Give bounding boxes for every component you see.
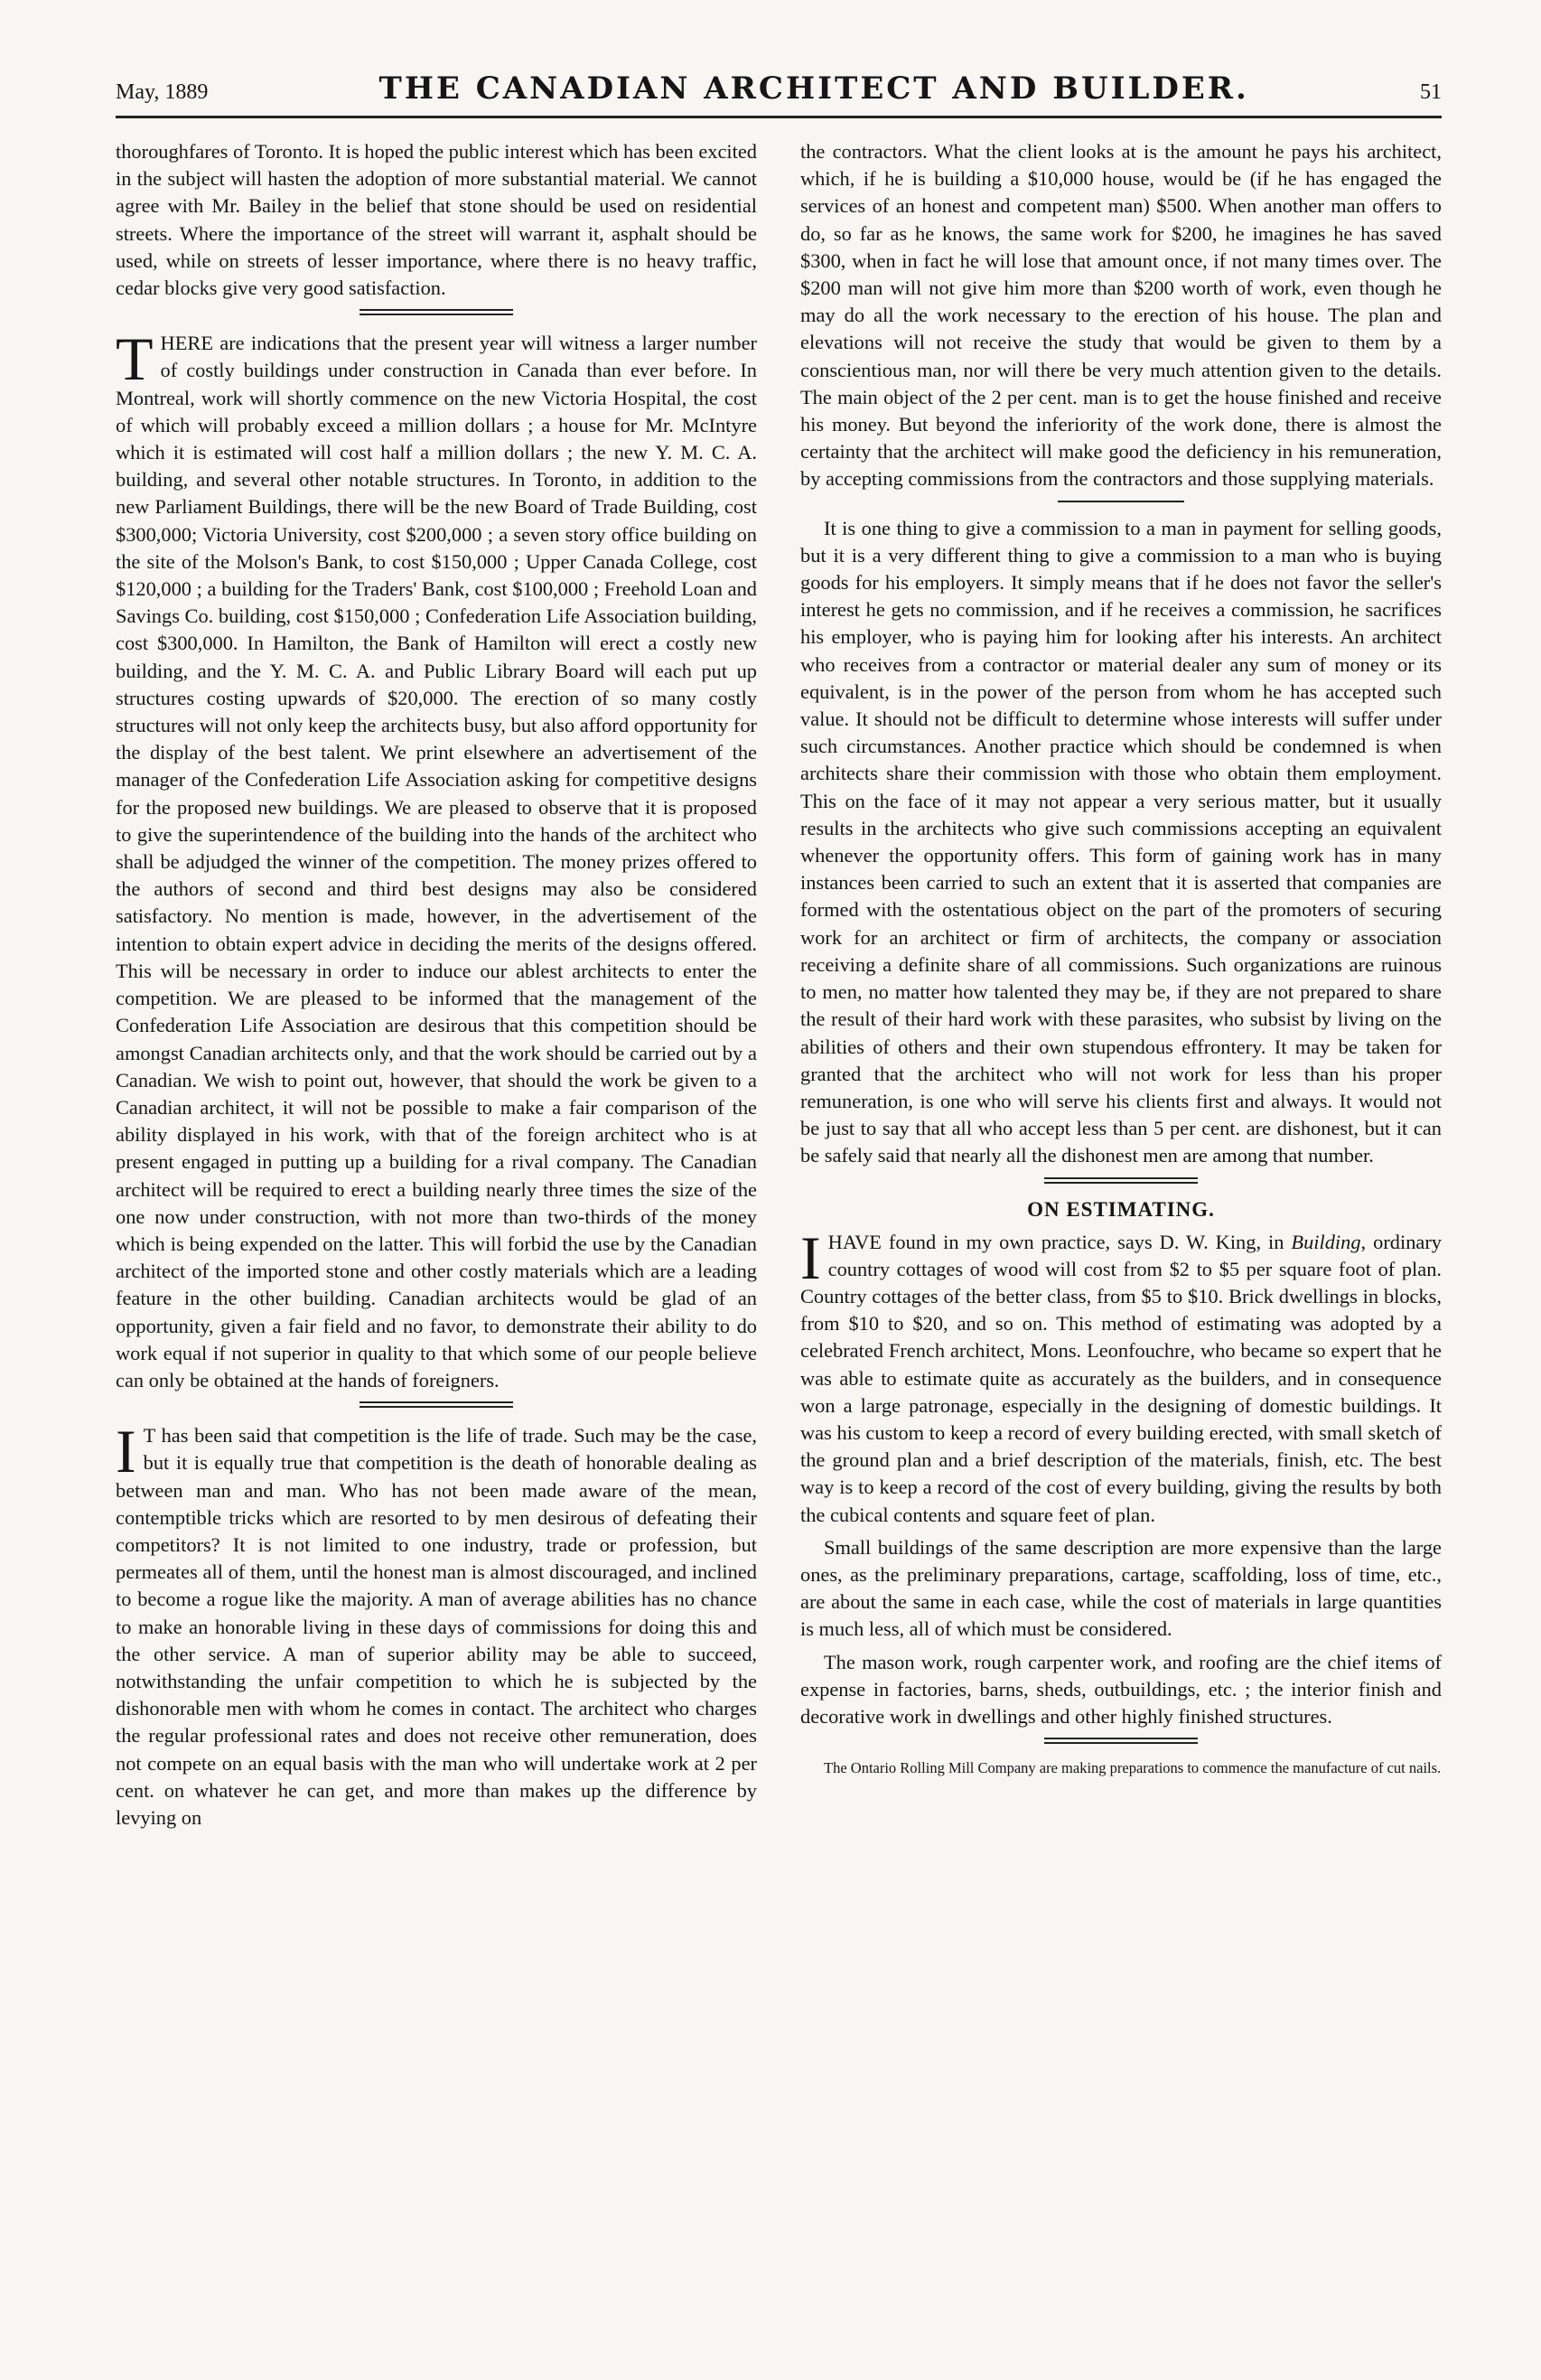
paragraph-small-buildings: Small buildings of the same description are more expensive than the large ones, as the preliminary preparations, cartage, scaffolding, loss of time, etc., are about the same in each case, while the cost of materials in large quantities is much less, all of which must be considered.: [800, 1535, 1442, 1641]
masthead-title: THE CANADIAN ARCHITECT AND BUILDER.: [378, 70, 1249, 107]
page-header: [116, 70, 1442, 112]
paragraph-contractors: the contractors. What the client looks at is the amount he pays his architect, which, if he is building a $10,000 house, would be (if he has engaged the services of an honest and competent man) $500. When another man offers to do, so far as he knows, the same work for $200, he imagines he has saved $300, when in fact he will lose that amount once, if not many times over. The $200 man will not give him more than $200 worth of work, even though he may do all the work necessary to the erection of his house. The plan and elevations will not receive the study that would be given to them by a conscientious man, nor will there be very much attention given to the details. The main object of the 2 per cent. man is to get the house finished and receive his money. But beyond the inferiority of the work done, there is almost the certainty that the architect will make good the deficiency in his remuneration, by accepting commissions from the contractors and those supplying materials.: [800, 140, 1442, 491]
paragraph-text: , ordinary country cottages of wood will cost from $2 to $5 per square foot of plan. Country cottages of the better class, from $5 to $10. Brick dwellings in blocks, from $10 to $20, and so on. This method of estimating was adopted by a celebrated French architect, Mons. Leonfouchre, who became so expert that he was able to estimate quite as accurately as the builders, and in consequence won a large patronage, especially in the designing of domestic buildings. It was his custom to keep a record of every building erected, with small sketch of the ground plan and a brief description of the materials, finish, etc. The best way is to keep a record of the cost of every building, giving the results by both the cubical contents and square feet of plan.: [800, 1230, 1442, 1526]
double-rule-separator: [1044, 1177, 1198, 1184]
news-note: The Ontario Rolling Mill Company are making preparations to commence the manufacture of cut nails.: [824, 1759, 1442, 1777]
section-heading: ON ESTIMATING.: [1027, 1197, 1215, 1221]
paragraph-text: HAVE found in my own practice, says D. W. King, in: [827, 1230, 1292, 1253]
paragraph-street-paving: thoroughfares of Toronto. It is hoped the public interest which has been excited in the subject will hasten the adoption of more substantial material. We cannot agree with Mr. Bailey in the belief that stone should be used on residential streets. Where the importance of the street will warrant it, asphalt should be used, while on streets of lesser importance, where there is no heavy traffic, cedar blocks give very good satisfaction.: [116, 140, 757, 300]
article-columns: [116, 138, 1442, 1837]
double-rule-separator: [1044, 1738, 1198, 1744]
rule-separator: [1058, 501, 1184, 502]
left-column: [116, 138, 757, 1837]
paragraph-estimating: [800, 1223, 1442, 1529]
paragraph-commissions: It is one thing to give a commission to a man in payment for selling goods, but it is a very different thing to give a commission to a man who is buying goods for his employers. It simply means that if he does not favor the seller's interest he gets no commission, and if he receives a commission, he sacrifices his employer, who is paying him for looking after his interests. An architect who receives from a contractor or material dealer any sum of money or its equivalent, is in the power of the person from whom he has accepted such value. It should not be difficult to determine whose interests will suffer under such circumstances. Another practice which should be condemned is when architects share their commission with those who obtain them employment. This on the face of it may not appear a very serious matter, but it usually results in the architects who give such commissions accepting an equivalent whenever the opportunity offers. This form of gaining work has in many instances been carried to such an extent that it is asserted that companies are formed with the ostentatious object on the part of the promoters of securing work for an architect or firm of architects, the company or association receiving a definite share of all commissions. Such organizations are ruinous to men, no matter how talented they may be, if they are not prepared to share the result of their hard work with these parasites, who subsist by living on the abilities of others and their own stupendous effrontery. It may be taken for granted that the architect who will not work for less than his proper remuneration, is one who will serve his clients first and always. It would not be just to say that all who accept less than 5 per cent. are dishonest, but it can be safely said that nearly all the dishonest men are among that number.: [800, 516, 1442, 1167]
drop-cap: I: [800, 1223, 821, 1292]
publication-title: Building: [1291, 1230, 1361, 1253]
double-rule-separator: [360, 309, 513, 315]
paragraph-competition: [116, 1417, 757, 1832]
drop-cap: I: [116, 1417, 136, 1486]
right-column: [800, 138, 1442, 1837]
paragraph-text: HERE are indications that the present year will witness a larger number of costly buildings under construction in Canada than ever before. In Montreal, work will shortly commence on the new Victoria Hospital, the cost of which will probably exceed a million dollars ; a house for Mr. McIntyre which it is estimated will cost half a million dollars ; the new Y. M. C. A. building, and several other notable structures. In Toronto, in addition to the new Parliament Buildings, there will be the new Board of Trade Building, cost $300,000; Victoria University, cost $200,000 ; a seven story office building on the site of the Molson's Bank, to cost $150,000 ; Upper Canada College, cost $120,000 ; a building for the Traders' Bank, cost $100,000 ; Freehold Loan and Savings Co. building, cost $150,000 ; Confederation Life Association building, cost $300,000. In Hamilton, the Bank of Hamilton will erect a costly new building, and the Y. M. C. A. and Public Library Board will each put up structures costing upwards of $20,000. The erection of so many costly structures will not only keep the architects busy, but also afford opportunity for the display of the best talent. We print elsewhere an advertisement of the manager of the Confederation Life Association asking for competitive designs for the proposed new buildings. We are pleased to observe that it is proposed to give the superintendence of the building into the hands of the architect who shall be adjudged the winner of the competition. The money prizes offered to the authors of second and third best designs may also be considered satisfactory. No mention is made, however, in the advertisement of the intention to obtain expert advice in deciding the merits of the designs offered. This will be necessary in order to induce our ablest architects to enter the competition. We are pleased to be informed that the management of the Confederation Life Association are desirous that this competition should be amongst Canadian architects only, and that the work should be carried out by a Canadian. We wish to point out, however, that should the work be given to a Canadian architect, it will not be possible to make a fair comparison of the ability displayed in his work, with that of the foreign architect who is at present engaged in putting up a building for a rival company. The Canadian architect will be required to erect a building nearly three times the size of the one now under construction, with not more than two-thirds of the money which is being expended on the latter. This will forbid the use by the Canadian architect of the imported stone and other costly materials which are a leading feature in the other building. Canadian architects would be glad of an opportunity, given a fair field and no favor, to demonstrate their ability to do work equal if not superior in quality to that which some of our people believe can only be obtained at the hands of foreigners.: [116, 332, 757, 1391]
paragraph-mason-work: The mason work, rough carpenter work, and roofing are the chief items of expense in factories, barns, sheds, outbuildings, etc. ; the interior finish and decorative work in dwellings and other highly finished structures.: [800, 1650, 1442, 1728]
page-number: 51: [1420, 80, 1442, 104]
paragraph-costly-buildings: [116, 324, 757, 1394]
issue-date: May, 1889: [116, 80, 209, 104]
drop-cap: T: [116, 324, 154, 394]
paragraph-text: T has been said that competition is the life of trade. Such may be the case, but it is equally true that competition is the death of honorable dealing as between man and man. Who has not been made aware of the mean, contemptible tricks which are resorted to by men desirous of defeating their competitors? It is not limited to one industry, trade or profession, but permeates all of them, until the honest man is almost discouraged, and inclined to become a rogue like the majority. A man of average abilities has no chance to make an honorable living in these days of commissions for doing this and the other service. A man of superior ability may be able to succeed, notwithstanding the unfair competition to which he is subjected by the dishonorable men with whom he comes in contact. The architect who charges the regular professional rates and does not receive other remuneration, does not compete on an equal basis with the man who will undertake work at 2 per cent. on whatever he can get, and more than makes up the difference by levying on: [116, 1424, 757, 1829]
double-rule-separator: [360, 1401, 513, 1408]
header-rule: [116, 116, 1442, 118]
